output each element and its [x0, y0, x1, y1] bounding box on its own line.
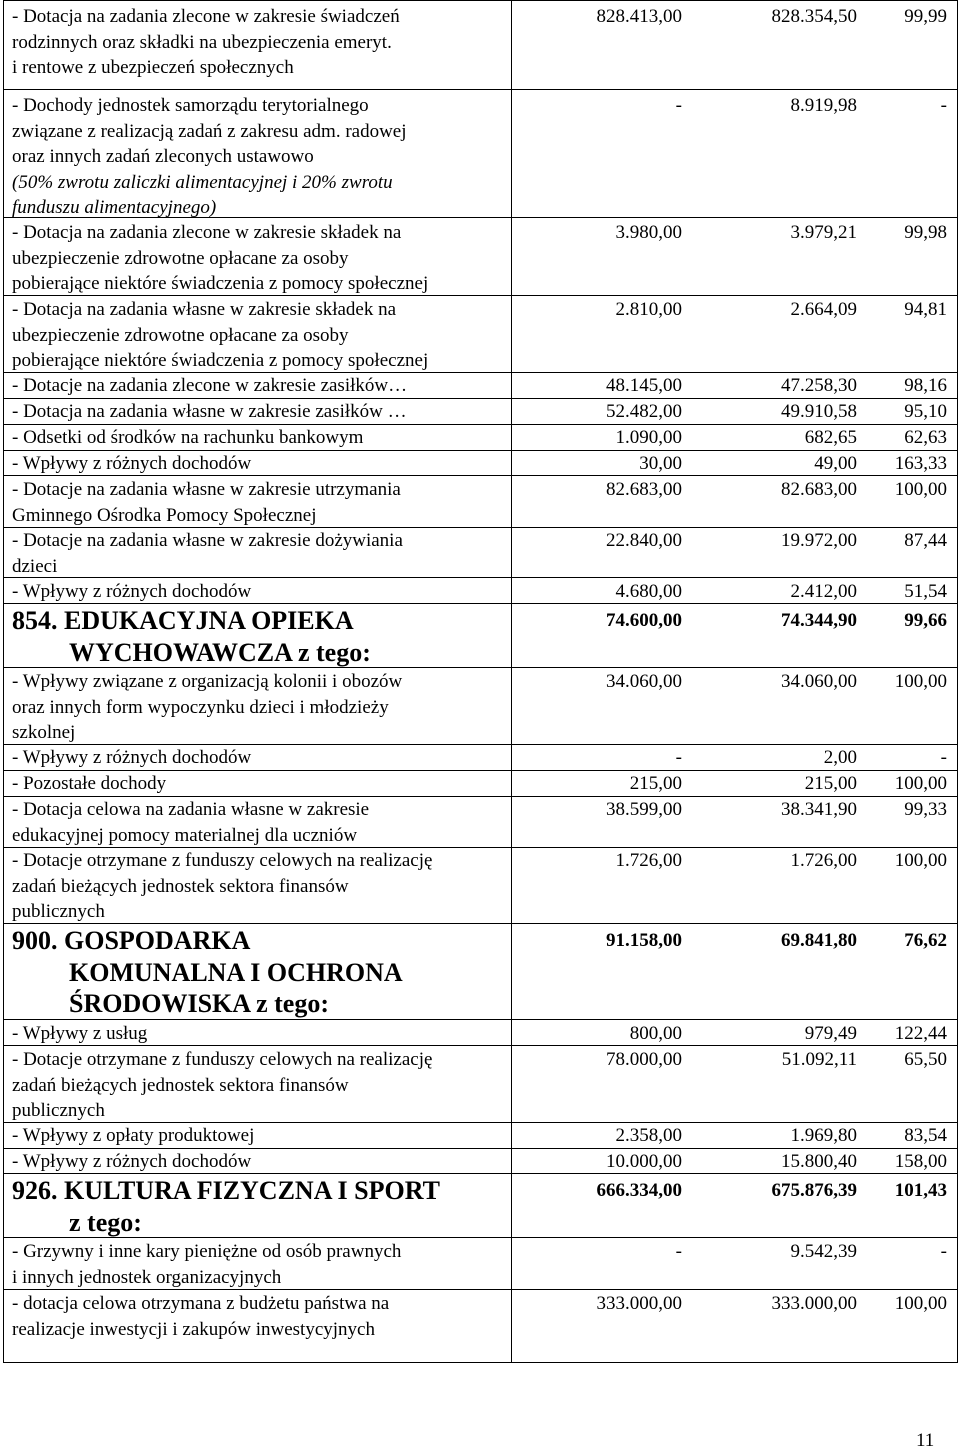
- description-line: 854. EDUKACYJNA OPIEKA: [12, 606, 354, 635]
- percent-value: 76,62: [904, 930, 947, 951]
- percent-value: -: [940, 747, 947, 768]
- executed-value: 69.841,80: [781, 930, 857, 951]
- percent-value: 65,50: [904, 1049, 947, 1070]
- percent-value: 163,33: [894, 453, 947, 474]
- description-line: - Grzywny i inne kary pieniężne od osób prawnych: [12, 1241, 402, 1262]
- percent-value: 95,10: [904, 401, 947, 422]
- percent-value: 100,00: [894, 773, 947, 794]
- executed-value: 333.000,00: [771, 1293, 857, 1314]
- percent-value: 158,00: [894, 1151, 947, 1172]
- row-description: [12, 1149, 512, 1175]
- row-description: [12, 848, 512, 925]
- row-description: [12, 1239, 512, 1290]
- row-description: [12, 528, 512, 579]
- planned-value: 78.000,00: [606, 1049, 682, 1070]
- executed-value: 675.876,39: [771, 1180, 857, 1201]
- percent-value: 87,44: [904, 530, 947, 551]
- description-line: - Dotacja na zadania zlecone w zakresie składek na: [12, 222, 402, 243]
- planned-value: 800,00: [629, 1023, 682, 1044]
- description-line: dzieci: [12, 555, 58, 577]
- description-line: publicznych: [12, 1100, 105, 1121]
- description-line: - Dotacje otrzymane z funduszy celowych na realizację: [12, 850, 433, 871]
- executed-value: 51.092,11: [781, 1049, 857, 1070]
- planned-value: 666.334,00: [596, 1180, 682, 1201]
- description-line: - Wpływy z różnych dochodów: [12, 1151, 252, 1172]
- row-description: [12, 477, 512, 528]
- executed-value: 979,49: [804, 1023, 857, 1044]
- row-description: [12, 4, 512, 81]
- description-line: - Wpływy z różnych dochodów: [12, 453, 252, 474]
- executed-value: 34.060,00: [781, 671, 857, 692]
- description-line: - Dotacje na zadania zlecone w zakresie zasiłków…: [12, 375, 408, 396]
- planned-value: 22.840,00: [606, 530, 682, 551]
- executed-value: 2.412,00: [790, 581, 857, 602]
- executed-value: 82.683,00: [781, 479, 857, 500]
- description-line: - Odsetki od środków na rachunku bankowym: [12, 427, 364, 448]
- description-line: - Dochody jednostek samorządu terytorialnego: [12, 95, 369, 116]
- row-description: [12, 373, 512, 399]
- percent-value: 94,81: [904, 299, 947, 320]
- planned-value: 215,00: [629, 773, 682, 794]
- budget-table: [3, 0, 958, 1363]
- row-description: [12, 669, 512, 746]
- description-line: zadań bieżących jednostek sektora finansów: [12, 1074, 349, 1096]
- description-line: Gminnego Ośrodka Pomocy Społecznej: [12, 504, 317, 526]
- description-line: realizacje inwestycji i zakupów inwestycyjnych: [12, 1318, 375, 1340]
- description-line: WYCHOWAWCZA z tego:: [69, 637, 371, 667]
- description-line: - Dotacje na zadania własne w zakresie dożywiania: [12, 530, 403, 551]
- percent-value: 99,66: [904, 610, 947, 631]
- description-line: oraz innych form wypoczynku dzieci i młodzieży: [12, 696, 389, 718]
- description-line: 926. KULTURA FIZYCZNA I SPORT: [12, 1176, 440, 1205]
- planned-value: 34.060,00: [606, 671, 682, 692]
- description-line: z tego:: [69, 1207, 142, 1237]
- percent-value: 100,00: [894, 1293, 947, 1314]
- row-description: [12, 1047, 512, 1124]
- planned-value: 1.726,00: [615, 850, 682, 871]
- row-separator: [4, 89, 957, 90]
- description-line: - Dotacja celowa na zadania własne w zakresie: [12, 799, 370, 820]
- description-line: ŚRODOWISKA z tego:: [69, 989, 329, 1018]
- planned-value: 2.810,00: [615, 299, 682, 320]
- description-line: rodzinnych oraz składki na ubezpieczenia emeryt.: [12, 31, 392, 53]
- percent-value: 100,00: [894, 671, 947, 692]
- percent-value: 62,63: [904, 427, 947, 448]
- planned-value: 30,00: [639, 453, 682, 474]
- executed-value: 19.972,00: [781, 530, 857, 551]
- row-description: [12, 771, 512, 797]
- description-line: ubezpieczenie zdrowotne opłacane za osoby: [12, 324, 349, 346]
- executed-value: 828.354,50: [771, 6, 857, 27]
- percent-value: 100,00: [894, 850, 947, 871]
- planned-value: 333.000,00: [596, 1293, 682, 1314]
- planned-value: 74.600,00: [606, 610, 682, 631]
- row-description: [12, 93, 512, 221]
- executed-value: 49,00: [814, 453, 857, 474]
- row-description: [12, 1123, 512, 1149]
- planned-value: 91.158,00: [606, 930, 682, 951]
- percent-value: 122,44: [894, 1023, 947, 1044]
- description-line: zadań bieżących jednostek sektora finansów: [12, 875, 349, 897]
- planned-value: 3.980,00: [615, 222, 682, 243]
- description-line: edukacyjnej pomocy materialnej dla uczniów: [12, 824, 358, 846]
- planned-value: 828.413,00: [596, 6, 682, 27]
- description-line: szkolnej: [12, 722, 76, 743]
- description-line: - Wpływy z usług: [12, 1023, 148, 1044]
- planned-value: 52.482,00: [606, 401, 682, 422]
- percent-value: 83,54: [904, 1125, 947, 1146]
- row-description: [12, 1021, 512, 1047]
- executed-value: 47.258,30: [781, 375, 857, 396]
- percent-value: 101,43: [894, 1180, 947, 1201]
- description-line: - Wpływy z różnych dochodów: [12, 747, 252, 768]
- percent-value: 99,99: [904, 6, 947, 27]
- row-description: [12, 399, 512, 425]
- percent-value: 99,98: [904, 222, 947, 243]
- section-title: [12, 605, 512, 668]
- description-line: - Dotacja na zadania własne w zakresie składek na: [12, 299, 397, 320]
- executed-value: 682,65: [804, 427, 857, 448]
- percent-value: 98,16: [904, 375, 947, 396]
- description-line: i rentowe z ubezpieczeń społecznych: [12, 57, 294, 78]
- planned-value: 1.090,00: [615, 427, 682, 448]
- executed-value: 2.664,09: [790, 299, 857, 320]
- planned-value: 10.000,00: [606, 1151, 682, 1172]
- description-line: - Dotacja na zadania zlecone w zakresie świadczeń: [12, 6, 400, 27]
- section-title: [12, 1175, 512, 1238]
- executed-value: 1.969,80: [790, 1125, 857, 1146]
- percent-value: 100,00: [894, 479, 947, 500]
- row-description: [12, 425, 512, 451]
- row-description: [12, 745, 512, 771]
- percent-value: -: [940, 95, 947, 116]
- planned-value: 38.599,00: [606, 799, 682, 820]
- description-line: związane z realizacją zadań z zakresu adm. radowej: [12, 120, 407, 142]
- executed-value: 215,00: [804, 773, 857, 794]
- row-description: [12, 220, 512, 297]
- executed-value: 9.542,39: [790, 1241, 857, 1262]
- planned-value: 2.358,00: [615, 1125, 682, 1146]
- description-line: - Wpływy związane z organizacją kolonii i obozów: [12, 671, 403, 692]
- description-line: 900. GOSPODARKA: [12, 926, 251, 955]
- description-line: - dotacja celowa otrzymana z budżetu państwa na: [12, 1293, 390, 1314]
- description-line: - Wpływy z różnych dochodów: [12, 581, 252, 602]
- description-line: - Dotacje na zadania własne w zakresie utrzymania: [12, 479, 401, 500]
- row-description: [12, 797, 512, 848]
- executed-value: 8.919,98: [790, 95, 857, 116]
- planned-value: -: [675, 1241, 682, 1262]
- section-title: [12, 925, 512, 1020]
- page-number: 11: [916, 1430, 935, 1451]
- description-line: pobierające niektóre świadczenia z pomocy społecznej: [12, 273, 429, 294]
- planned-value: 4.680,00: [615, 581, 682, 602]
- description-line: - Wpływy z opłaty produktowej: [12, 1125, 255, 1146]
- percent-value: -: [940, 1241, 947, 1262]
- row-description: [12, 451, 512, 477]
- description-line: (50% zwrotu zaliczki alimentacyjnej i 20% zwrotu: [12, 171, 393, 193]
- executed-value: 49.910,58: [781, 401, 857, 422]
- row-description: [12, 1291, 512, 1342]
- percent-value: 99,33: [904, 799, 947, 820]
- planned-value: 82.683,00: [606, 479, 682, 500]
- description-line: i innych jednostek organizacyjnych: [12, 1266, 282, 1288]
- description-line: - Dotacja na zadania własne w zakresie zasiłków …: [12, 401, 407, 422]
- executed-value: 15.800,40: [781, 1151, 857, 1172]
- description-line: publicznych: [12, 901, 105, 922]
- executed-value: 38.341,90: [781, 799, 857, 820]
- percent-value: 51,54: [904, 581, 947, 602]
- executed-value: 1.726,00: [790, 850, 857, 871]
- description-line: - Dotacje otrzymane z funduszy celowych na realizację: [12, 1049, 433, 1070]
- row-description: [12, 579, 512, 605]
- description-line: pobierające niektóre świadczenia z pomocy społecznej: [12, 350, 429, 371]
- description-line: funduszu alimentacyjnego): [12, 197, 217, 218]
- executed-value: 3.979,21: [790, 222, 857, 243]
- executed-value: 2,00: [823, 747, 857, 768]
- row-description: [12, 297, 512, 374]
- executed-value: 74.344,90: [781, 610, 857, 631]
- description-line: - Pozostałe dochody: [12, 773, 167, 794]
- description-line: ubezpieczenie zdrowotne opłacane za osoby: [12, 247, 349, 269]
- description-line: KOMUNALNA I OCHRONA: [69, 957, 403, 987]
- planned-value: -: [675, 95, 682, 116]
- planned-value: 48.145,00: [606, 375, 682, 396]
- planned-value: -: [675, 747, 682, 768]
- description-line: oraz innych zadań zleconych ustawowo: [12, 146, 314, 167]
